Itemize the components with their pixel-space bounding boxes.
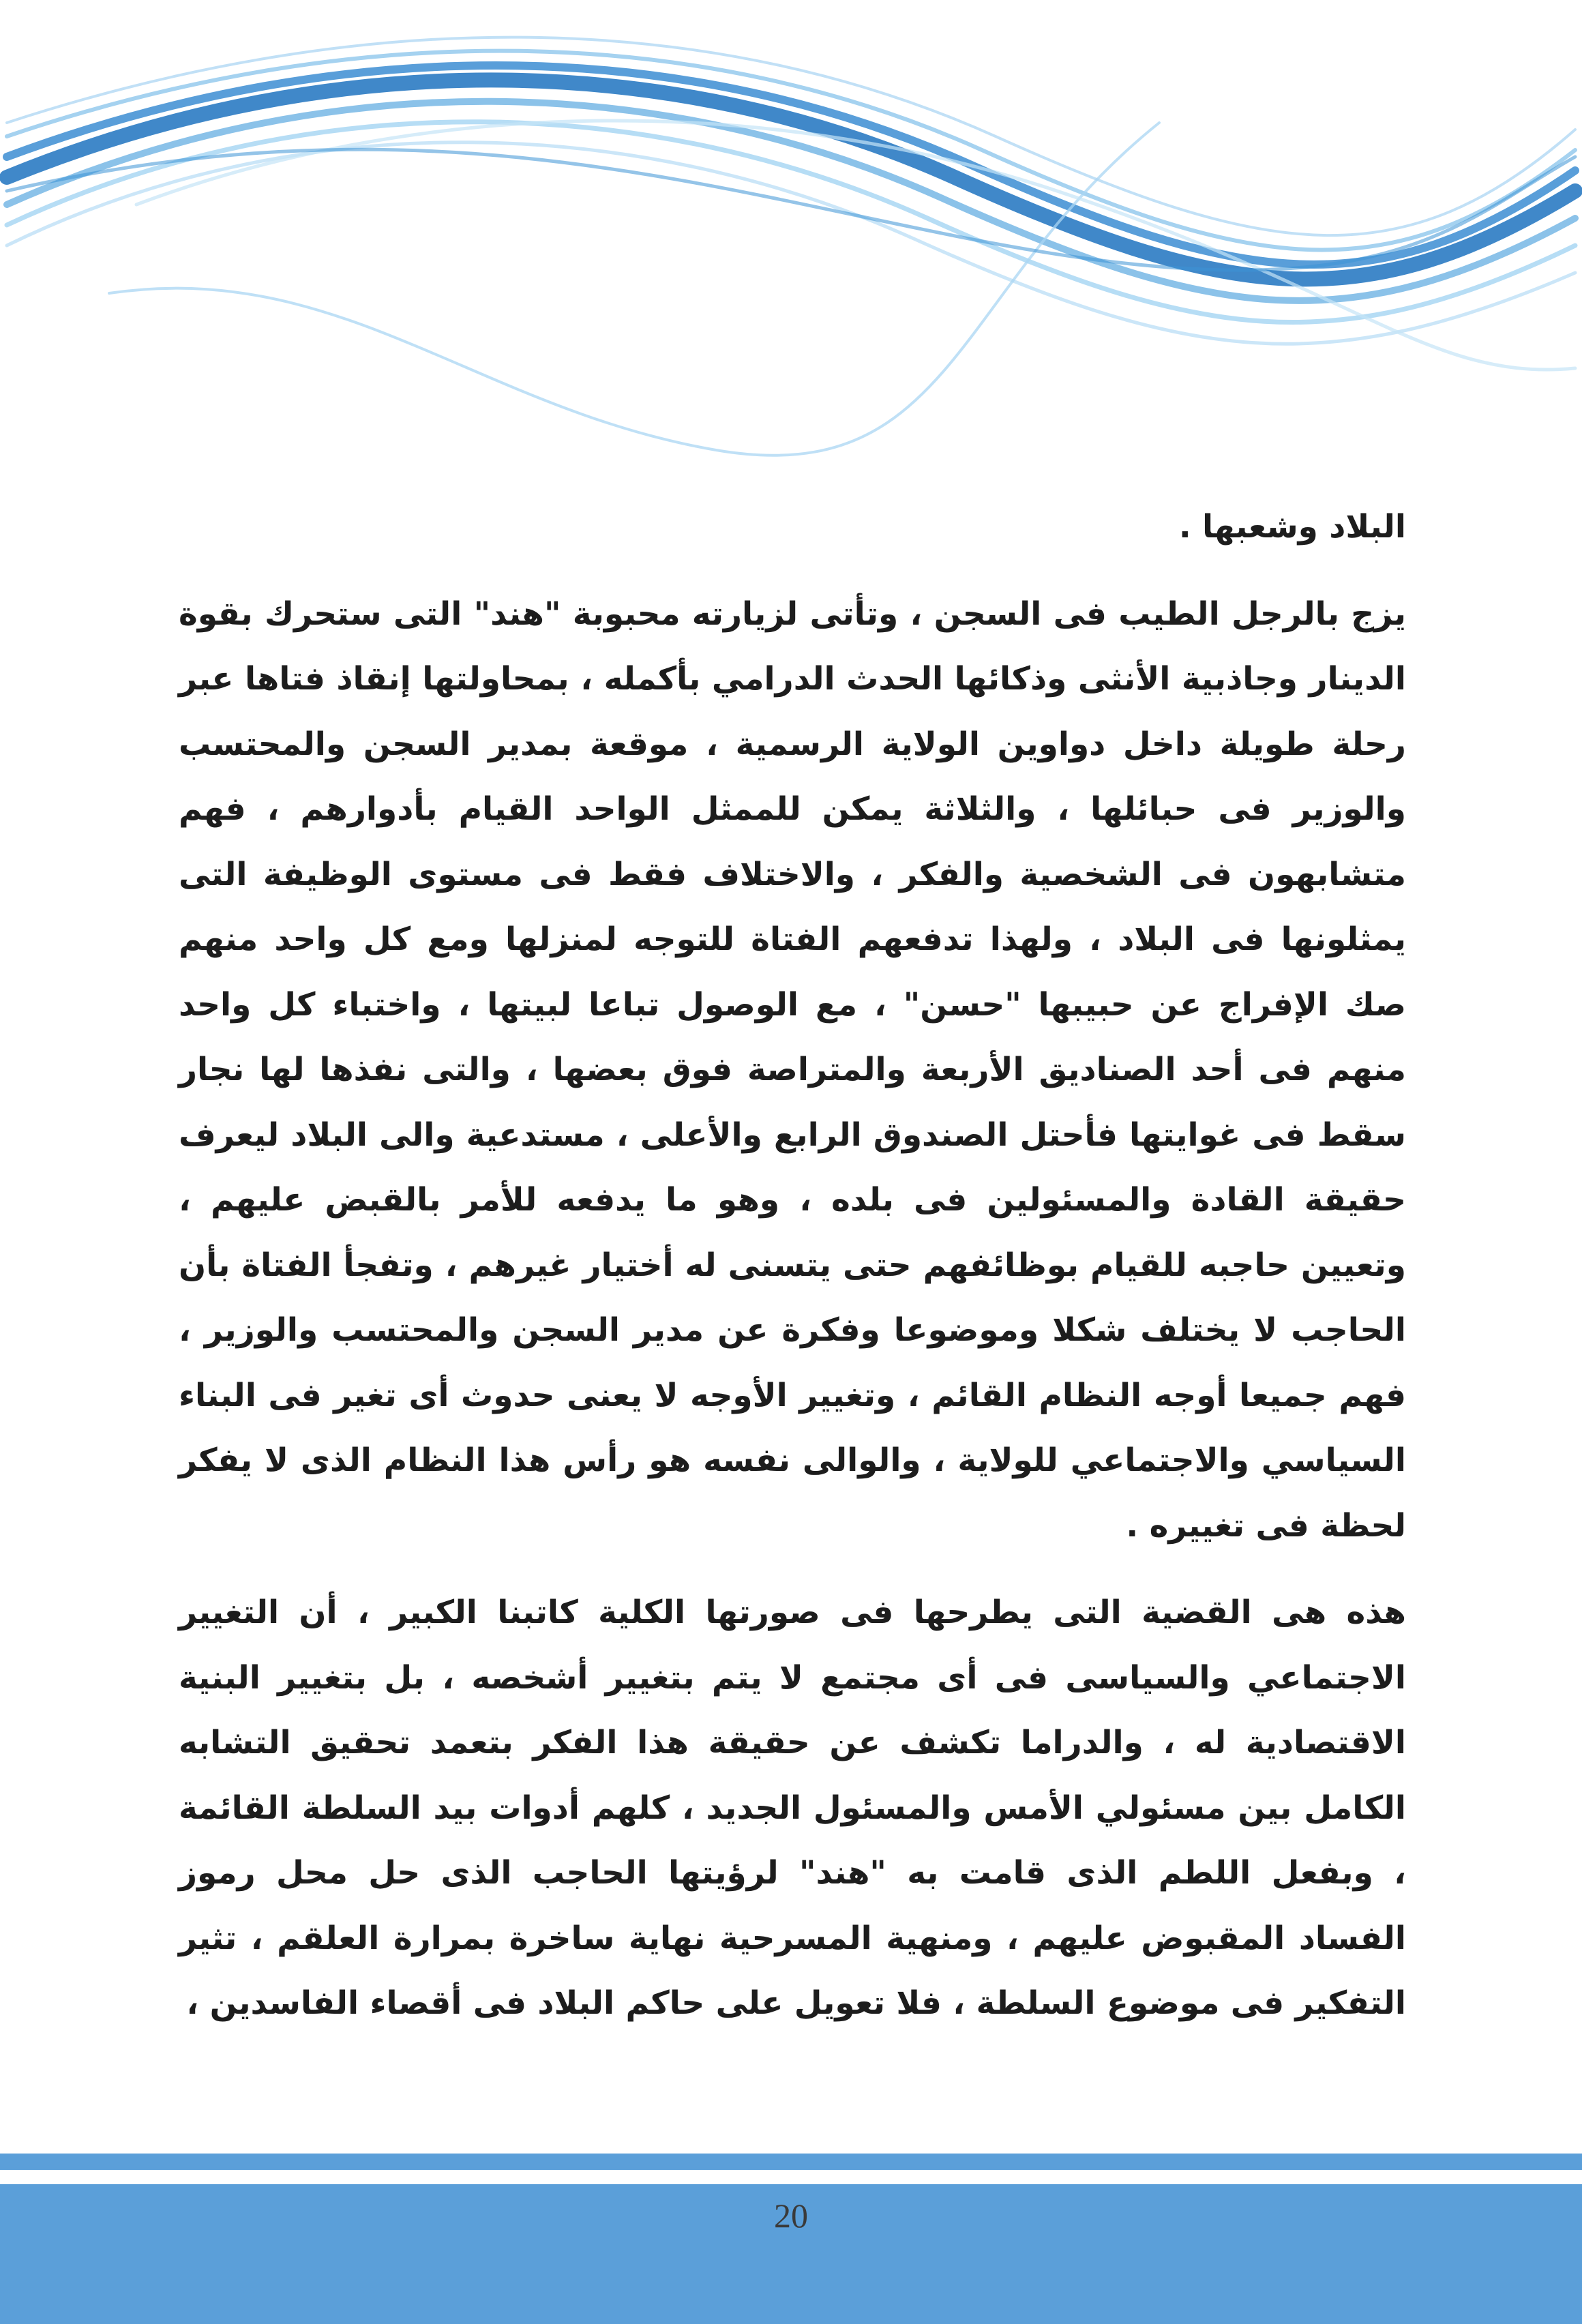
text-line: حقيقة القادة والمسئولين فى بلده ، وهو ما يدفعه للأمر بالقبض عليهم ، [179, 1181, 1406, 1219]
header-wave-decoration [0, 0, 1582, 477]
text-line: السياسي والاجتماعي للولاية ، والوالى نفسه هو رأس هذا النظام الذى لا يفكر [179, 1442, 1406, 1479]
text-line: الاقتصادية له ، والدراما تكشف عن حقيقة هذا الفكر بتعمد تحقيق التشابه [179, 1724, 1406, 1761]
paragraph-3 [179, 1580, 1406, 2036]
text-line: فى أحد الصناديق الأربعة والمتراصة فوق بعضها ، والتى نفذها لها نجار سقط [179, 1051, 1406, 1154]
article-body [179, 494, 1406, 2036]
page-number: 20 [774, 2196, 808, 2235]
text-line: صك الإفراج عن حبيبها "حسن" ، مع الوصول تباعا لبيتها ، واختباء كل واحد منهم [179, 985, 1406, 1088]
text-line: ، وبفعل اللطم الذى قامت به "هند" لرؤيتها الحاجب الذى حل محل رموز الفساد [179, 1854, 1406, 1957]
text-line: الاجتماعي والسياسى فى أى مجتمع لا يتم بتغيير أشخصه ، بل بتغيير البنية [179, 1658, 1406, 1697]
paragraph-1 [179, 494, 1406, 560]
text-line: فى غوايتها فأحتل الصندوق الرابع والأعلى ، مستدعية والى البلاد ليعرف [179, 1116, 1306, 1154]
text-line: والوزير فى حبائلها ، والثلاثة يمكن للممثل الواحد القيام بأدوارهم ، فهم [179, 790, 1406, 828]
text-line: الدينار وجاذبية الأنثى وذكائها الحدث الدرامي بأكمله ، بمحاولتها إنقاذ فتاها عبر [179, 660, 1406, 698]
text-line: رحلة طويلة داخل دواوين الولاية الرسمية ، موقعة بمدير السجن والمحتسب [179, 725, 1406, 763]
text-line: وتعيين حاجبه للقيام بوظائفهم حتى يتسنى له أختيار غيرهم ، وتفجأ الفتاة [241, 1246, 1406, 1284]
text-line: فهم جميعا أوجه النظام القائم ، وتغيير الأوجه لا يعنى حدوث أى تغير فى البناء [179, 1376, 1406, 1414]
text-line: بأن الحاجب لا يختلف شكلا وموضوعا وفكرة عن مدير السجن والمحتسب والوزير ، [179, 1246, 1406, 1349]
wave-lines-icon [7, 38, 1575, 456]
text-line: لحظة فى تغييره . [1126, 1506, 1406, 1545]
text-line: هذه هى القضية التى يطرحها فى صورتها الكلية كاتبنا الكبير ، أن التغيير [179, 1594, 1406, 1631]
text-line: متشابهون فى الشخصية والفكر ، والاختلاف فقط فى مستوى الوظيفة التى [179, 855, 1406, 893]
text-line: البلاد وشعبها . [1178, 508, 1406, 546]
text-line: المقبوض عليهم ، ومنهية المسرحية نهاية ساخرة بمرارة العلقم ، تثير [179, 1919, 1285, 1957]
text-line: يزج بالرجل الطيب فى السجن ، وتأتى لزيارته محبوبة "هند" التى ستحرك بقوة [179, 595, 1406, 633]
text-line: التفكير فى موضوع السلطة ، فلا تعويل على حاكم البلاد فى أقصاء الفاسدين ، [186, 1984, 1406, 2022]
text-line: الكامل بين مسئولي الأمس والمسئول الجديد ، كلهم أدوات بيد السلطة القائمة [179, 1789, 1406, 1827]
paragraph-2 [179, 582, 1406, 1559]
text-line: يمثلونها فى البلاد ، ولهذا تدفعهم الفتاة للتوجه لمنزلها ومع كل واحد منهم [179, 921, 1406, 958]
footer-divider-line [0, 2154, 1582, 2170]
